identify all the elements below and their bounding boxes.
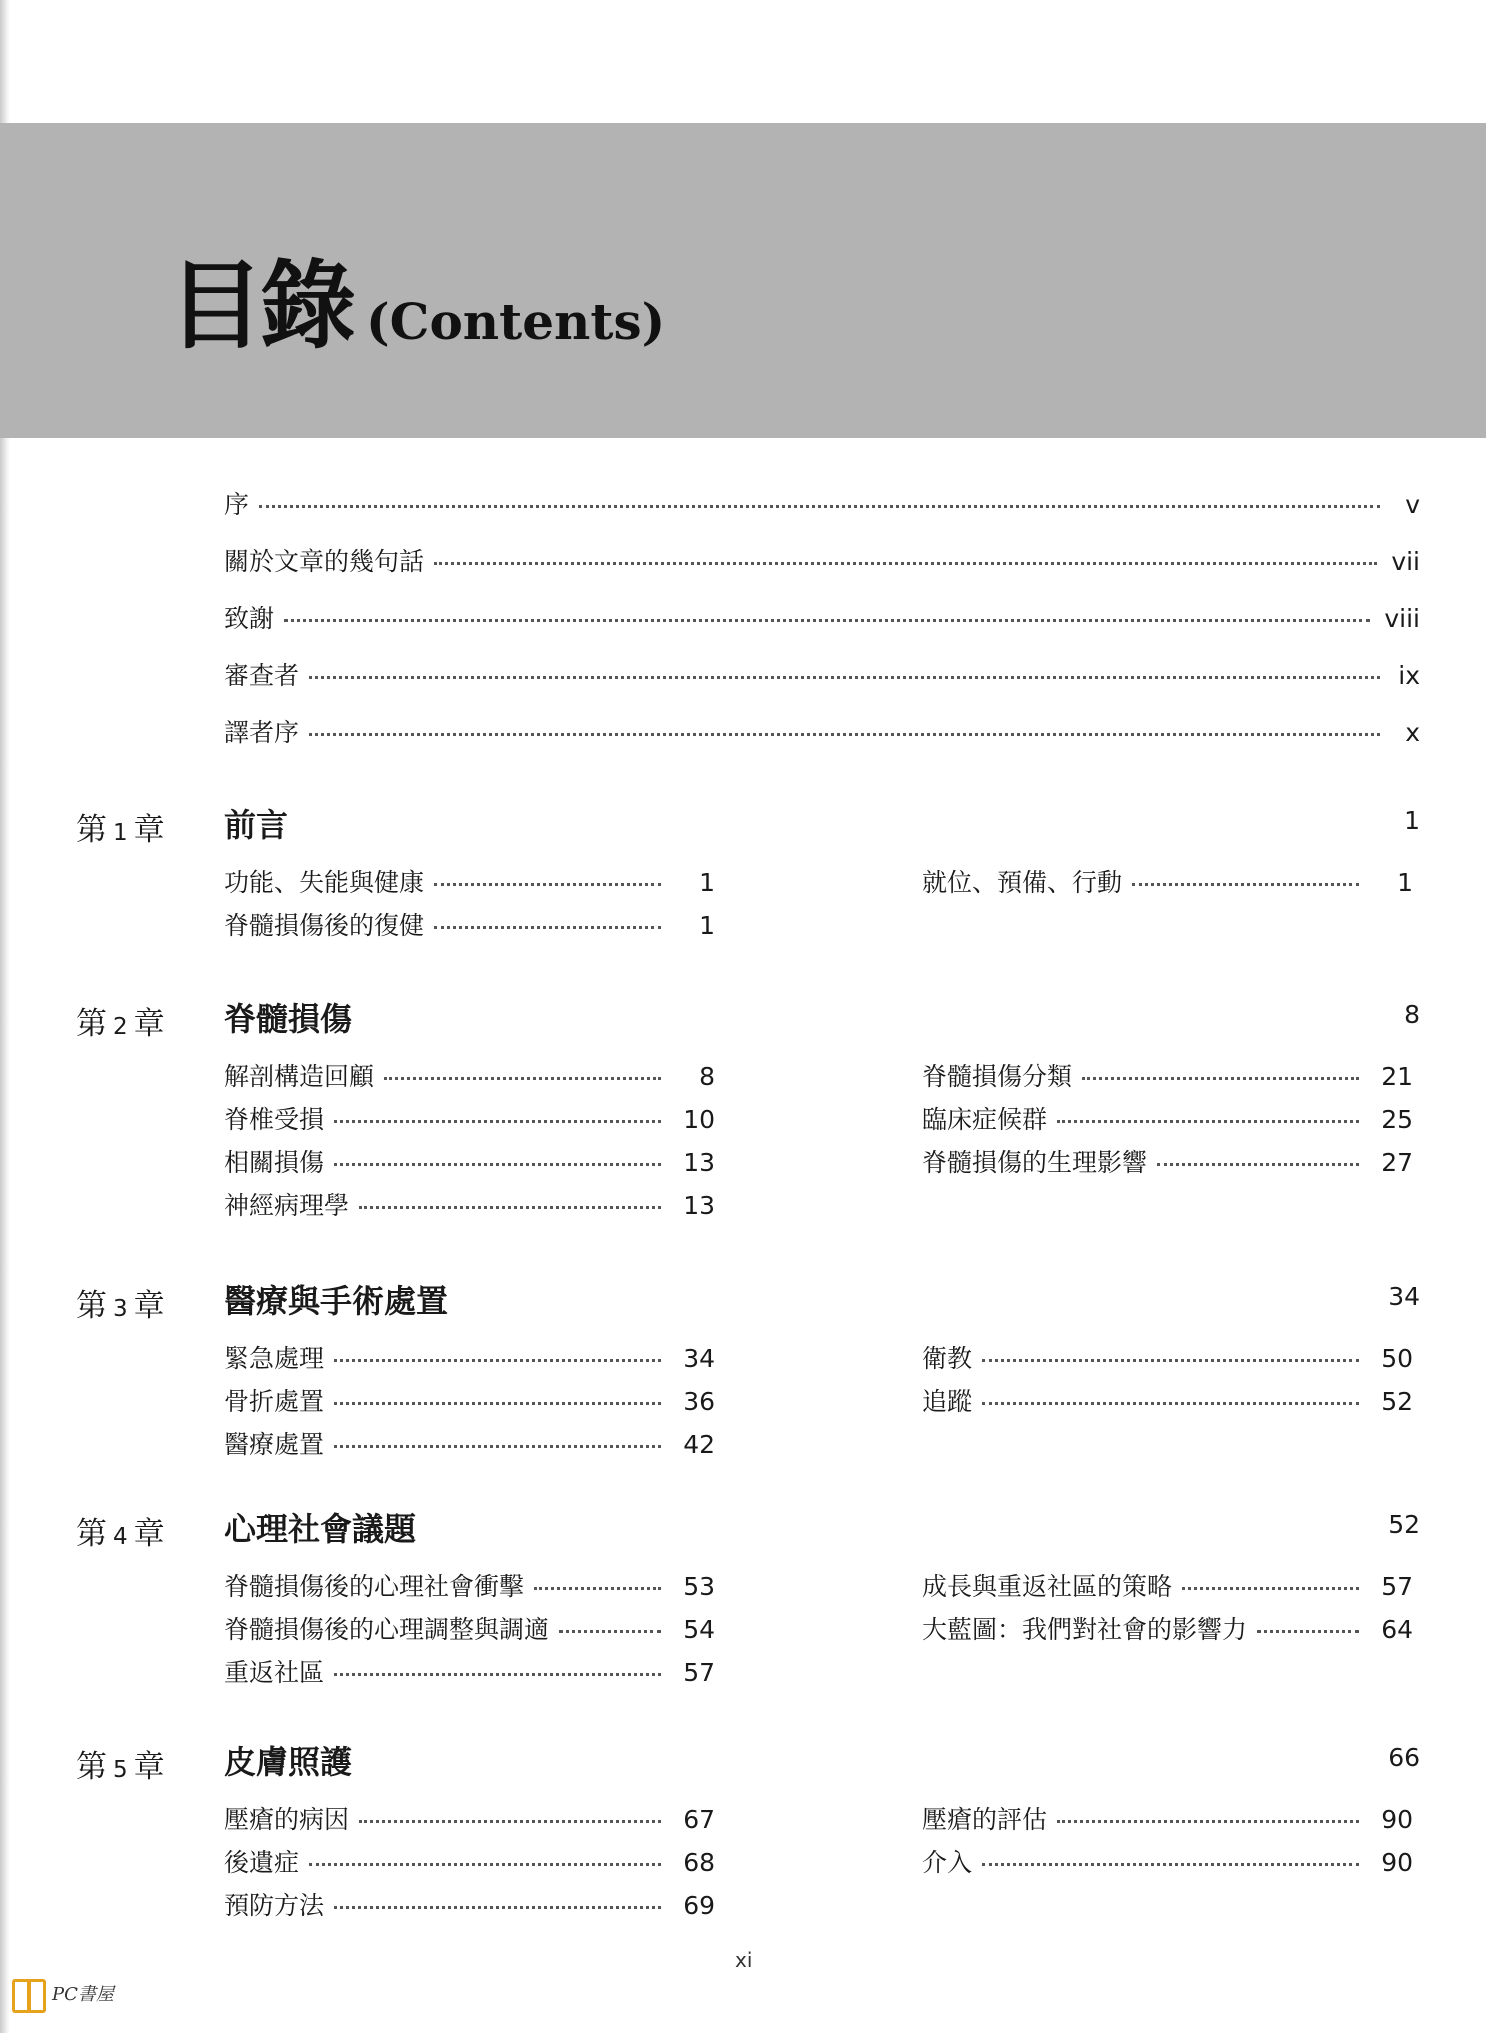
chapter-page: 8 (1404, 1000, 1420, 1029)
toc-entry[interactable] (224, 1653, 715, 1696)
toc-entry-label: 脊髓損傷的生理影響 (922, 1148, 1148, 1177)
toc-entry-page: 57 (1381, 1572, 1413, 1601)
watermark-logo (12, 1975, 114, 2011)
toc-entry-label: 脊髓損傷後的心理調整與調適 (224, 1615, 550, 1644)
chapter-page: 52 (1388, 1510, 1420, 1539)
dot-leader (1132, 883, 1359, 886)
toc-entry-page: 53 (683, 1572, 715, 1601)
dot-leader (309, 733, 1380, 736)
toc-entry-label: 預防方法 (224, 1891, 325, 1920)
toc-entry-page: 36 (683, 1387, 715, 1416)
toc-entry-page: 27 (1381, 1148, 1413, 1177)
toc-entry-label: 醫療處置 (224, 1430, 325, 1459)
dot-leader (434, 926, 661, 929)
toc-entry-label: 脊髓損傷分類 (922, 1062, 1073, 1091)
toc-entry-label: 致謝 (224, 604, 275, 633)
chapter-number (76, 1741, 165, 1786)
toc-entry-label: 骨折處置 (224, 1387, 325, 1416)
chapter-suffix: 章 (133, 1288, 165, 1324)
front-matter-list (224, 485, 1420, 770)
chapter-prefix: 第 (76, 1288, 107, 1324)
toc-entry[interactable] (224, 1143, 715, 1186)
chapter-heading[interactable] (76, 1733, 1420, 1795)
toc-entry-page: v (1405, 490, 1420, 519)
toc-entry-label: 後遺症 (224, 1848, 300, 1877)
toc-entry-page: x (1405, 718, 1420, 747)
section-column-left (224, 1567, 715, 1696)
page-title-english: (Contents) (366, 292, 666, 351)
toc-entry[interactable] (224, 1567, 715, 1610)
toc-entry-label: 追蹤 (922, 1387, 973, 1416)
dot-leader (982, 1359, 1359, 1362)
dot-leader (359, 1206, 661, 1209)
toc-entry-page: 42 (683, 1430, 715, 1459)
section-column-left (224, 1800, 715, 1929)
toc-entry-label: 緊急處理 (224, 1344, 325, 1373)
toc-entry-label: 關於文章的幾句話 (224, 547, 425, 576)
dot-leader (334, 1120, 661, 1123)
chapter-sections (224, 863, 1420, 949)
chapter-suffix: 章 (133, 1006, 165, 1042)
toc-entry-page: 50 (1381, 1344, 1413, 1373)
toc-entry-page: 25 (1381, 1105, 1413, 1134)
toc-entry[interactable] (224, 863, 715, 906)
toc-entry-page: 57 (683, 1658, 715, 1687)
chapter-suffix: 章 (133, 812, 165, 848)
dot-leader (559, 1630, 661, 1633)
chapter-sections (224, 1339, 1420, 1468)
chapter-title: 前言 (224, 806, 289, 844)
toc-entry-label: 功能、失能與健康 (224, 868, 425, 897)
chapter-suffix: 章 (133, 1749, 165, 1785)
page-number: xi (735, 1948, 753, 1972)
toc-entry[interactable] (224, 1610, 715, 1653)
toc-entry-label: 相關損傷 (224, 1148, 325, 1177)
dot-leader (334, 1163, 661, 1166)
dot-leader (982, 1402, 1359, 1405)
toc-entry[interactable] (224, 1886, 715, 1929)
chapter-prefix: 第 (76, 812, 107, 848)
toc-entry-page: 10 (683, 1105, 715, 1134)
section-column-right (922, 1800, 1413, 1929)
dot-leader (1182, 1587, 1359, 1590)
dot-leader (434, 883, 661, 886)
chapter-suffix: 章 (133, 1516, 165, 1552)
dot-leader (334, 1906, 661, 1909)
chapter-heading[interactable] (76, 990, 1420, 1052)
toc-entry[interactable] (922, 1382, 1413, 1425)
dot-leader (534, 1587, 661, 1590)
chapter-digit: 5 (113, 1757, 128, 1783)
dot-leader (1157, 1163, 1359, 1166)
toc-entry[interactable] (224, 656, 1420, 713)
dot-leader (359, 1820, 661, 1823)
toc-entry-page: 69 (683, 1891, 715, 1920)
chapter-title: 心理社會議題 (224, 1510, 417, 1548)
toc-entry-page: 90 (1381, 1848, 1413, 1877)
toc-entry[interactable] (224, 1800, 715, 1843)
toc-entry-label: 衛教 (922, 1344, 973, 1373)
chapter-prefix: 第 (76, 1516, 107, 1552)
toc-entry[interactable] (922, 1567, 1413, 1610)
dot-leader (334, 1402, 661, 1405)
section-column-right (922, 1057, 1413, 1229)
toc-entry[interactable] (922, 1339, 1413, 1382)
dot-leader (259, 505, 1380, 508)
chapter-sections (224, 1800, 1420, 1929)
toc-entry[interactable] (224, 1186, 715, 1229)
toc-entry-page: 8 (699, 1062, 715, 1091)
toc-entry-page: 54 (683, 1615, 715, 1644)
toc-entry[interactable] (922, 1143, 1413, 1186)
chapter-title: 皮膚照護 (224, 1743, 353, 1781)
toc-entry-label: 壓瘡的評估 (922, 1805, 1048, 1834)
toc-entry-page: 13 (683, 1191, 715, 1220)
chapter-number (76, 1280, 165, 1325)
toc-entry[interactable] (224, 1100, 715, 1143)
book-icon (12, 1975, 46, 2011)
toc-entry-label: 脊髓損傷後的心理社會衝擊 (224, 1572, 525, 1601)
toc-entry[interactable] (224, 599, 1420, 656)
chapter-page: 34 (1388, 1282, 1420, 1311)
toc-entry-label: 壓瘡的病因 (224, 1805, 350, 1834)
toc-entry-page: 52 (1381, 1387, 1413, 1416)
chapter-sections (224, 1567, 1420, 1696)
chapter-page: 66 (1388, 1743, 1420, 1772)
toc-entry[interactable] (922, 863, 1413, 906)
chapter-prefix: 第 (76, 1006, 107, 1042)
chapter-digit: 3 (113, 1296, 128, 1322)
dot-leader (334, 1673, 661, 1676)
chapter-block (76, 1272, 1420, 1468)
section-column-right (922, 1339, 1413, 1468)
toc-entry[interactable] (224, 542, 1420, 599)
toc-entry-page: 21 (1381, 1062, 1413, 1091)
dot-leader (309, 1863, 661, 1866)
chapter-digit: 4 (113, 1524, 128, 1550)
toc-entry[interactable] (922, 1610, 1413, 1653)
toc-entry-page: 1 (1397, 868, 1413, 897)
dot-leader (1082, 1077, 1359, 1080)
chapter-block (76, 990, 1420, 1229)
toc-entry-label: 介入 (922, 1848, 973, 1877)
toc-entry-label: 序 (224, 490, 250, 519)
dot-leader (1057, 1120, 1359, 1123)
chapter-sections (224, 1057, 1420, 1229)
page-title (168, 230, 665, 367)
section-column-right (922, 1567, 1413, 1696)
toc-entry[interactable] (224, 1339, 715, 1382)
section-column-left (224, 1057, 715, 1229)
chapter-title: 脊髓損傷 (224, 1000, 353, 1038)
toc-entry-label: 審查者 (224, 661, 300, 690)
dot-leader (284, 619, 1370, 622)
toc-entry-label: 大藍圖：我們對社會的影響力 (922, 1615, 1248, 1644)
toc-entry-label: 就位、預備、行動 (922, 868, 1123, 897)
toc-entry[interactable] (224, 713, 1420, 770)
dot-leader (384, 1077, 661, 1080)
toc-entry[interactable] (922, 1800, 1413, 1843)
toc-entry[interactable] (922, 1843, 1413, 1886)
toc-entry-label: 臨床症候群 (922, 1105, 1048, 1134)
toc-entry[interactable] (224, 1057, 715, 1100)
dot-leader (434, 562, 1377, 565)
chapter-digit: 1 (113, 820, 128, 846)
toc-entry-label: 成長與重返社區的策略 (922, 1572, 1173, 1601)
dot-leader (982, 1863, 1359, 1866)
toc-entry-label: 譯者序 (224, 718, 300, 747)
chapter-number (76, 804, 165, 849)
toc-entry-label: 神經病理學 (224, 1191, 350, 1220)
chapter-digit: 2 (113, 1014, 128, 1040)
chapter-number (76, 998, 165, 1043)
toc-entry-page: 90 (1381, 1805, 1413, 1834)
logo-text: PC書屋 (52, 1984, 114, 2005)
toc-entry[interactable] (922, 1100, 1413, 1143)
chapter-block (76, 1500, 1420, 1696)
chapter-heading[interactable] (76, 1272, 1420, 1334)
toc-entry[interactable] (224, 485, 1420, 542)
dot-leader (1257, 1630, 1359, 1633)
toc-entry-label: 脊椎受損 (224, 1105, 325, 1134)
toc-entry[interactable] (922, 1057, 1413, 1100)
toc-entry[interactable] (224, 1843, 715, 1886)
toc-entry-page: 1 (699, 868, 715, 897)
toc-entry[interactable] (224, 1425, 715, 1468)
toc-entry-page: 68 (683, 1848, 715, 1877)
toc-entry[interactable] (224, 906, 715, 949)
toc-entry-page: vii (1391, 547, 1420, 576)
chapter-prefix: 第 (76, 1749, 107, 1785)
dot-leader (1057, 1820, 1359, 1823)
toc-entry-page: 1 (699, 911, 715, 940)
page-title-cjk: 目錄 (168, 250, 352, 362)
chapter-title: 醫療與手術處置 (224, 1282, 449, 1320)
chapter-number (76, 1508, 165, 1553)
toc-entry-label: 重返社區 (224, 1658, 325, 1687)
chapter-page: 1 (1404, 806, 1420, 835)
chapter-heading[interactable] (76, 1500, 1420, 1562)
dot-leader (309, 676, 1380, 679)
chapter-block (76, 796, 1420, 949)
toc-entry-page: viii (1384, 604, 1420, 633)
toc-entry-page: 13 (683, 1148, 715, 1177)
toc-entry-page: 67 (683, 1805, 715, 1834)
section-column-left (224, 1339, 715, 1468)
chapter-heading[interactable] (76, 796, 1420, 858)
dot-leader (334, 1359, 661, 1362)
toc-entry-page: 64 (1381, 1615, 1413, 1644)
toc-entry[interactable] (224, 1382, 715, 1425)
dot-leader (334, 1445, 661, 1448)
toc-entry-page: 34 (683, 1344, 715, 1373)
toc-entry-page: ix (1398, 661, 1420, 690)
toc-entry-label: 脊髓損傷後的復健 (224, 911, 425, 940)
section-column-right (922, 863, 1413, 949)
chapter-block (76, 1733, 1420, 1929)
toc-entry-label: 解剖構造回顧 (224, 1062, 375, 1091)
section-column-left (224, 863, 715, 949)
